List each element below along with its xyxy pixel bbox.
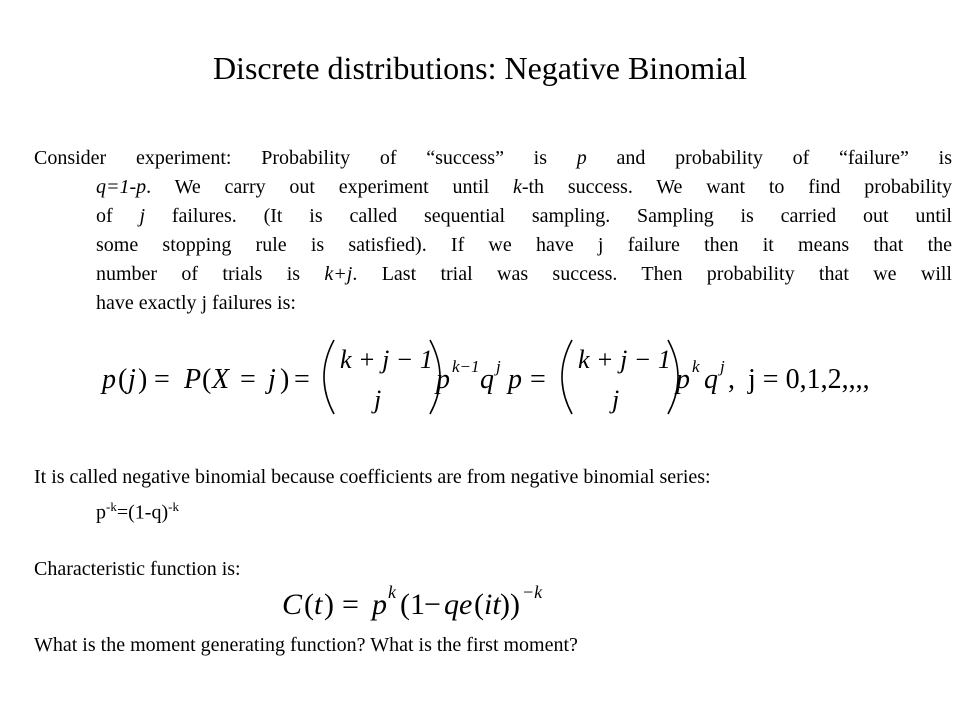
formula-var: j [128,364,136,395]
text-line: number of trials is k+j. Last trial was success. Then probability that we will [96,263,952,285]
pmf-formula [96,336,886,418]
paragraph-question [34,631,952,660]
text-line: Consider experiment: Probability of “success” is p and probability of “failure” is [34,147,952,169]
formula-minus: − [424,588,441,621]
formula-q: q [704,364,718,395]
formula-p: p [372,588,387,621]
formula-p: p [436,364,450,395]
formula-comma: , [728,364,735,395]
formula-it: it [484,588,501,621]
formula-paren: ( [118,364,128,395]
series-exponent: -k [106,499,117,514]
formula-paren: ) [138,364,148,395]
text-line: some stopping rule is satisfied). If we have j failure then it means that the [96,234,952,256]
formula-C: C [282,588,303,621]
text-line: Characteristic function is: [34,558,241,580]
text-line: It is called negative binomial because coefficients are from negative binomial series: [34,466,711,488]
formula-exp: k−1 [452,357,480,376]
text-line [34,492,952,524]
formula-paren: ) [280,364,290,395]
formula-p: p [676,364,690,395]
formula-q: q [480,364,494,395]
formula-equals: = [154,364,170,395]
formula-equals: = [530,364,546,395]
formula-exp: j [720,357,725,376]
formula-P: P [184,364,202,395]
formula-exp: −k [522,582,543,602]
formula-lhs: p [102,364,116,395]
text-line: of j failures. (It is called sequential sampling. Sampling is carried out until [96,205,952,227]
binom-top: k + j − 1 [578,345,671,374]
text-line: q=1-p. We carry out experiment until k-th success. We want to find probability [96,176,952,198]
formula-paren: ( [474,588,484,621]
formula-exp: k [388,582,396,602]
binom-left-paren [324,340,334,414]
formula-exp: j [496,357,501,376]
series-base: p [96,501,106,524]
formula-equals: = [240,364,256,395]
formula-paren: ( [202,364,212,395]
formula-X: X [212,364,230,395]
paragraph-definition [34,144,952,318]
formula-equals: = [294,364,310,395]
formula-var: j [268,364,276,395]
formula-equals: = [342,588,359,621]
formula-exp: k [692,357,700,376]
slide-title: Discrete distributions: Negative Binomial [212,50,748,86]
binom-bottom: j [612,385,620,414]
text-line: What is the moment generating function? What is the first moment? [34,634,578,656]
formula-p: p [508,364,522,395]
binom-bottom: j [374,385,382,414]
formula-range: j = 0,1,2,,,, [748,364,870,395]
formula-t: t [314,588,323,621]
series-exponent: -k [168,499,179,514]
characteristic-function-formula [278,580,588,624]
binom-top: k + j − 1 [340,345,433,374]
paragraph-negative-binomial [34,463,952,524]
binom-left-paren [562,340,572,414]
formula-paren: (1 [400,588,425,621]
formula-paren: ) [324,588,334,621]
formula-paren: )) [500,588,520,621]
text-line: have exactly j failures is: [96,292,296,314]
series-mid: =(1-q) [116,501,169,524]
formula-paren: ( [304,588,314,621]
formula-qe: qe [444,588,473,621]
